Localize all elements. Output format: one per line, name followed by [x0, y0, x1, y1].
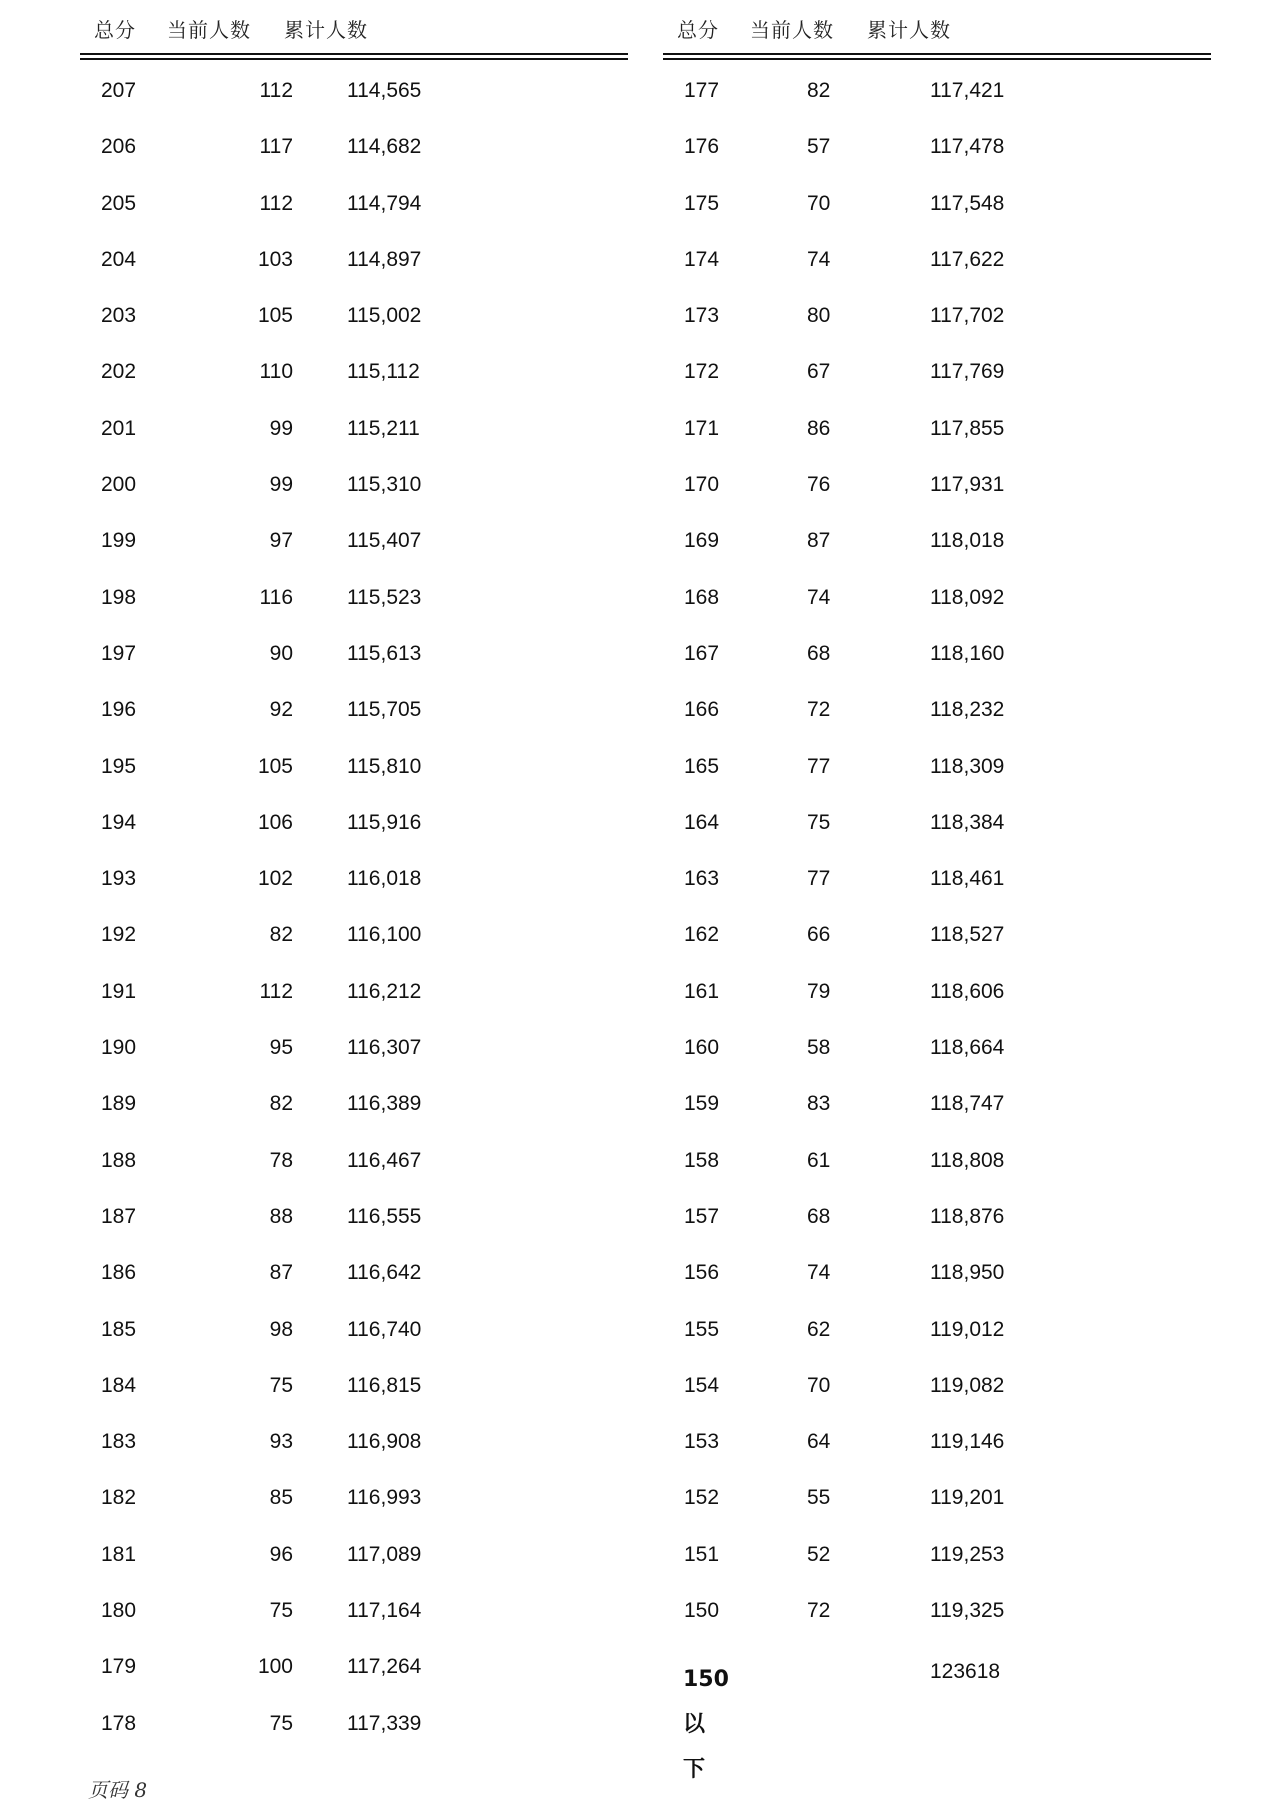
current-count-cell: 87 [807, 529, 831, 553]
table-row [80, 417, 628, 473]
table-row [80, 811, 628, 867]
cumulative-count-cell: 119,201 [930, 1486, 1005, 1510]
table-row [80, 79, 628, 135]
cumulative-count-cell: 117,931 [930, 473, 1005, 497]
table-row [80, 923, 628, 979]
current-count-cell: 82 [269, 1092, 293, 1116]
score-cell: 153 [684, 1430, 720, 1454]
current-count-cell: 98 [269, 1317, 293, 1341]
table-row [663, 417, 1211, 473]
cumulative-count-cell: 118,461 [930, 867, 1005, 891]
table-row [663, 923, 1211, 979]
cumulative-count-cell: 116,212 [347, 979, 422, 1003]
cumulative-count-cell: 114,794 [347, 191, 422, 215]
table-row [663, 473, 1211, 529]
current-count-cell: 112 [259, 979, 293, 1003]
table-row [80, 304, 628, 360]
score-cell: 154 [684, 1373, 720, 1397]
cumulative-count-cell: 118,309 [930, 754, 1005, 778]
current-count-cell: 88 [269, 1204, 293, 1228]
table-row [663, 1543, 1211, 1599]
table-row [80, 473, 628, 529]
current-count-cell: 74 [807, 585, 831, 609]
table-row [80, 192, 628, 248]
score-cell: 158 [684, 1148, 720, 1172]
score-cell: 169 [684, 529, 720, 553]
current-count-cell: 93 [269, 1430, 293, 1454]
cumulative-count-cell: 115,407 [347, 529, 422, 553]
cumulative-count-cell: 117,264 [347, 1655, 422, 1679]
table-row [663, 1092, 1211, 1148]
table-row [80, 642, 628, 698]
score-cell: 189 [101, 1092, 137, 1116]
cumulative-count-cell: 119,325 [930, 1599, 1005, 1623]
score-cell: 172 [684, 360, 720, 384]
table-row [663, 1149, 1211, 1205]
score-cell: 178 [101, 1711, 137, 1735]
cumulative-count-cell: 115,613 [347, 641, 422, 665]
table-row [80, 1486, 628, 1542]
table-row [663, 1486, 1211, 1542]
current-count-cell: 116 [259, 585, 293, 609]
score-cell: 152 [684, 1486, 720, 1510]
header-score: 总分 [94, 18, 136, 42]
cumulative-count-cell: 118,160 [930, 641, 1005, 665]
score-cell: 164 [684, 810, 720, 834]
current-count-cell: 82 [807, 79, 831, 102]
cumulative-count-cell: 118,092 [930, 585, 1005, 609]
score-cell: 207 [101, 79, 137, 102]
current-count-cell: 58 [807, 1036, 831, 1060]
table-row [663, 867, 1211, 923]
cumulative-count-cell: 118,606 [930, 979, 1005, 1003]
current-count-cell: 85 [269, 1486, 293, 1510]
current-count-cell: 52 [807, 1542, 831, 1566]
score-cell: 197 [101, 641, 137, 665]
score-cell: 162 [684, 923, 720, 947]
cumulative-count-cell: 117,089 [347, 1542, 422, 1566]
table-row [663, 1599, 1211, 1655]
right-table-header [663, 14, 1211, 44]
current-count-cell: 106 [257, 810, 293, 834]
table-row [80, 755, 628, 811]
table-row [80, 698, 628, 754]
left-table-body [80, 79, 628, 1768]
score-cell: 161 [684, 979, 720, 1003]
score-cell: 195 [101, 754, 137, 778]
cumulative-count-cell: 118,808 [930, 1148, 1005, 1172]
current-count-cell: 112 [259, 191, 293, 215]
current-count-cell: 68 [807, 1204, 831, 1228]
table-row [663, 248, 1211, 304]
current-count-cell: 70 [807, 1373, 831, 1397]
score-cell: 203 [101, 304, 137, 328]
score-cell: 199 [101, 529, 137, 553]
score-cell: 174 [684, 247, 720, 271]
current-count-cell: 112 [259, 79, 293, 102]
score-cell: 184 [101, 1373, 137, 1397]
current-count-cell: 102 [257, 867, 293, 891]
score-cell: 175 [684, 191, 720, 215]
current-count-cell: 77 [807, 754, 831, 778]
cumulative-count-cell: 117,421 [930, 79, 1005, 102]
cumulative-count-cell: 115,705 [347, 698, 422, 722]
score-cell: 194 [101, 810, 137, 834]
current-count-cell: 67 [807, 360, 831, 384]
header-double-rule [80, 53, 628, 60]
cumulative-count-cell: 118,664 [930, 1036, 1005, 1060]
table-row [663, 642, 1211, 698]
cumulative-count-cell: 119,012 [930, 1317, 1005, 1341]
score-cell: 196 [101, 698, 137, 722]
cumulative-count-cell: 115,211 [347, 416, 420, 440]
cumulative-count-cell: 118,950 [930, 1261, 1005, 1285]
table-row [663, 1430, 1211, 1486]
left-table [80, 0, 628, 1810]
cumulative-count-cell: 116,100 [347, 923, 422, 947]
score-cell: 191 [101, 979, 137, 1003]
table-row [80, 1712, 628, 1768]
current-count-cell: 74 [807, 247, 831, 271]
table-row [663, 698, 1211, 754]
table-row [80, 586, 628, 642]
current-count-cell: 57 [807, 135, 831, 159]
score-cell: 201 [101, 416, 137, 440]
cumulative-count-cell: 117,478 [930, 135, 1005, 159]
score-cell: 193 [101, 867, 137, 891]
score-cell: 171 [684, 416, 720, 440]
score-cell: 185 [101, 1317, 137, 1341]
current-count-cell: 78 [269, 1148, 293, 1172]
score-cell: 166 [684, 698, 720, 722]
table-row [80, 867, 628, 923]
score-cell: 202 [101, 360, 137, 384]
score-cell: 168 [684, 585, 720, 609]
page-number: 页码 8 [88, 1778, 148, 1802]
current-count-cell: 86 [807, 416, 831, 440]
cumulative-count-cell: 117,702 [930, 304, 1005, 328]
current-count-cell: 92 [269, 698, 293, 722]
table-row [663, 529, 1211, 585]
table-row [663, 1318, 1211, 1374]
score-cell: 157 [684, 1204, 720, 1228]
current-count-cell: 72 [807, 1599, 831, 1623]
header-double-rule [663, 53, 1211, 60]
cumulative-count-cell: 118,232 [930, 698, 1005, 722]
table-row [663, 79, 1211, 135]
score-cell: 187 [101, 1204, 137, 1228]
table-row [80, 1036, 628, 1092]
current-count-cell: 62 [807, 1317, 831, 1341]
cumulative-count-cell: 115,523 [347, 585, 422, 609]
table-row [80, 360, 628, 416]
cumulative-count-cell: 115,002 [347, 304, 422, 328]
current-count-cell: 83 [807, 1092, 831, 1116]
score-cell: 159 [684, 1092, 720, 1116]
left-table-header [80, 14, 628, 44]
current-count-cell: 70 [807, 191, 831, 215]
current-count-cell: 75 [269, 1373, 293, 1397]
cumulative-count-cell: 116,815 [347, 1373, 422, 1397]
score-cell: 177 [684, 79, 720, 102]
cumulative-count-cell: 116,018 [347, 867, 422, 891]
cumulative-count-cell: 119,082 [930, 1373, 1005, 1397]
current-count-cell: 99 [269, 473, 293, 497]
score-cell: 163 [684, 867, 720, 891]
current-count-cell: 74 [807, 1261, 831, 1285]
current-count-cell: 100 [257, 1655, 293, 1679]
current-count-cell: 105 [257, 754, 293, 778]
score-cell: 151 [684, 1542, 720, 1566]
table-row [80, 1092, 628, 1148]
cumulative-count-cell: 116,555 [347, 1204, 422, 1228]
current-count-cell: 75 [269, 1711, 293, 1735]
current-count-cell: 76 [807, 473, 831, 497]
table-row [80, 1430, 628, 1486]
score-cell: 200 [101, 473, 137, 497]
score-cell: 182 [101, 1486, 137, 1510]
current-count-cell: 72 [807, 698, 831, 722]
current-count-cell: 105 [257, 304, 293, 328]
current-count-cell: 82 [269, 923, 293, 947]
score-cell: 156 [684, 1261, 720, 1285]
table-row [80, 980, 628, 1036]
table-row [663, 1205, 1211, 1261]
current-count-cell: 97 [269, 529, 293, 553]
table-row [663, 586, 1211, 642]
score-cell: 170 [684, 473, 720, 497]
score-cell: 179 [101, 1655, 137, 1679]
cumulative-count-cell: 116,993 [347, 1486, 422, 1510]
table-row [663, 1374, 1211, 1430]
current-count-cell: 77 [807, 867, 831, 891]
score-cell: 160 [684, 1036, 720, 1060]
cumulative-count-cell: 116,908 [347, 1430, 422, 1454]
table-row [663, 811, 1211, 867]
table-row [663, 755, 1211, 811]
score-cell: 155 [684, 1317, 720, 1341]
cumulative-count-cell: 115,916 [347, 810, 422, 834]
score-cell: 190 [101, 1036, 137, 1060]
score-cell: 165 [684, 754, 720, 778]
current-count-cell: 64 [807, 1430, 831, 1454]
current-count-cell: 99 [269, 416, 293, 440]
current-count-cell: 87 [269, 1261, 293, 1285]
table-row [80, 1655, 628, 1711]
header-score: 总分 [677, 18, 719, 42]
header-current-count: 当前人数 [167, 18, 251, 42]
table-row [80, 1543, 628, 1599]
cumulative-count-cell: 118,876 [930, 1204, 1005, 1228]
score-cell: 176 [684, 135, 720, 159]
cumulative-count-cell: 118,527 [930, 923, 1005, 947]
right-table-body [663, 79, 1211, 1655]
cumulative-count-cell: 118,384 [930, 810, 1005, 834]
cumulative-count-cell: 117,339 [347, 1711, 422, 1735]
table-row [80, 529, 628, 585]
cumulative-count-cell: 117,622 [930, 247, 1005, 271]
cumulative-count-cell: 116,389 [347, 1092, 422, 1116]
right-table [663, 0, 1211, 1810]
table-row [663, 360, 1211, 416]
table-row [663, 1036, 1211, 1092]
current-count-cell: 61 [807, 1148, 831, 1172]
table-row [663, 304, 1211, 360]
cumulative-count-cell: 115,310 [347, 473, 422, 497]
cumulative-count-cell: 119,146 [930, 1430, 1005, 1454]
cumulative-count-cell: 114,897 [347, 247, 422, 271]
score-cell: 192 [101, 923, 137, 947]
current-count-cell: 79 [807, 979, 831, 1003]
score-cell: 188 [101, 1148, 137, 1172]
cumulative-count-cell: 116,642 [347, 1261, 422, 1285]
score-cell: 198 [101, 585, 137, 609]
table-row [80, 1374, 628, 1430]
table-row [80, 1205, 628, 1261]
cumulative-count-cell: 116,467 [347, 1148, 422, 1172]
current-count-cell: 117 [259, 135, 293, 159]
score-cell: 167 [684, 641, 720, 665]
cumulative-count-cell: 117,548 [930, 191, 1005, 215]
score-cell: 205 [101, 191, 137, 215]
current-count-cell: 75 [807, 810, 831, 834]
cumulative-count-cell: 115,810 [347, 754, 422, 778]
table-row [80, 248, 628, 304]
table-row [663, 980, 1211, 1036]
current-count-cell: 90 [269, 641, 293, 665]
current-count-cell: 68 [807, 641, 831, 665]
cumulative-count-cell: 117,164 [347, 1599, 422, 1623]
current-count-cell: 110 [259, 360, 293, 384]
current-count-cell: 55 [807, 1486, 831, 1510]
table-row [80, 1599, 628, 1655]
cumulative-count-cell: 117,769 [930, 360, 1005, 384]
table-row [663, 135, 1211, 191]
cumulative-count-cell: 118,747 [930, 1092, 1005, 1116]
score-cell: 180 [101, 1599, 137, 1623]
cumulative-count-cell: 115,112 [347, 360, 420, 384]
cumulative-count-cell: 117,855 [930, 416, 1005, 440]
table-row [80, 1149, 628, 1205]
current-count-cell: 103 [257, 247, 293, 271]
cumulative-count-cell: 114,565 [347, 79, 422, 102]
current-count-cell: 96 [269, 1542, 293, 1566]
table-row [80, 1318, 628, 1374]
header-cumulative-count: 累计人数 [284, 18, 368, 42]
cumulative-count-cell: 114,682 [347, 135, 422, 159]
score-cell: 173 [684, 304, 720, 328]
current-count-cell: 66 [807, 923, 831, 947]
table-row [80, 1261, 628, 1317]
header-cumulative-count: 累计人数 [867, 18, 951, 42]
score-cell: 181 [101, 1542, 137, 1566]
table-row [663, 1261, 1211, 1317]
current-count-cell: 75 [269, 1599, 293, 1623]
table-row [80, 135, 628, 191]
cumulative-count-cell: 116,307 [347, 1036, 422, 1060]
cumulative-count-cell: 119,253 [930, 1542, 1005, 1566]
below-threshold-label: 150以下 [683, 1667, 729, 1782]
score-cell: 150 [684, 1599, 720, 1623]
current-count-cell: 80 [807, 304, 831, 328]
below-threshold-cumulative: 123618 [930, 1660, 1001, 1683]
cumulative-count-cell: 116,740 [347, 1317, 422, 1341]
current-count-cell: 95 [269, 1036, 293, 1060]
score-cell: 186 [101, 1261, 137, 1285]
score-cell: 183 [101, 1430, 137, 1454]
score-cell: 206 [101, 135, 137, 159]
cumulative-count-cell: 118,018 [930, 529, 1005, 553]
score-cell: 204 [101, 247, 137, 271]
header-current-count: 当前人数 [750, 18, 834, 42]
table-row [663, 192, 1211, 248]
